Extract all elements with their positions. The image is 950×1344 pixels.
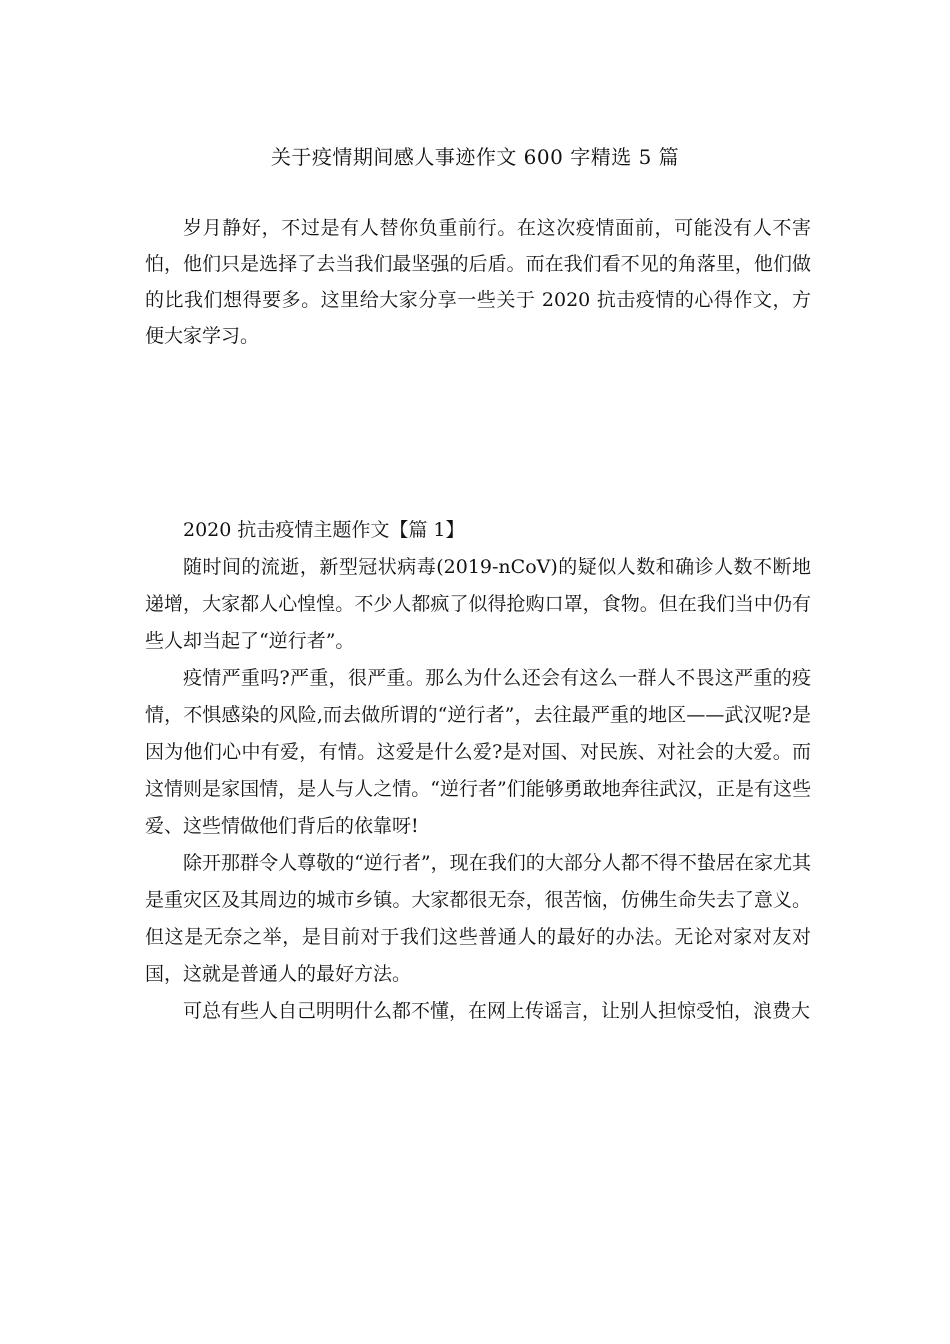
body-paragraph: 除开那群令人尊敬的“逆行者”，现在我们的大部分人都不得不蛰居在家尤其是重灾区及其周边的城市乡镇。大家都很无奈，很苦恼，仿佛生命失去了意义。但这是无奈之举，是目前对于我们这些普通人的最好的办法。无论对家对友对国，这就是普通人的最好方法。 bbox=[145, 852, 811, 985]
body-paragraph: 可总有些人自己明明什么都不懂，在网上传谣言，让别人担惊受怕，浪费大 bbox=[183, 1000, 811, 1022]
intro-paragraph: 岁月静好，不过是有人替你负重前行。在这次疫情面前，可能没有人不害怕，他们只是选择了去当我们最坚强的后盾。而在我们看不见的角落里，他们做的比我们想得要多。这里给大家分享一些关于 2020 抗击疫情的心得作文，方便大家学习。 bbox=[145, 217, 811, 347]
intro-section bbox=[145, 210, 811, 354]
body-paragraph: 疫情严重吗?严重，很严重。那么为什么还会有这么一群人不畏这严重的疫情，不惧感染的风险,而去做所谓的“逆行者”，去往最严重的地区——武汉呢?是因为他们心中有爱，有情。这爱是什么爱?是对国、对民族、对社会的大爱。而这情则是家国情，是人与人之情。“逆行者”们能够勇敢地奔往武汉，正是有这些爱、这些情做他们背后的依靠呀! bbox=[145, 667, 811, 837]
article-section bbox=[145, 512, 811, 1030]
body-paragraph: 随时间的流逝，新型冠状病毒(2019-nCoV)的疑似人数和确诊人数不断地递增，大家都人心惶惶。不少人都疯了似得抢购口罩，食物。但在我们当中仍有些人却当起了“逆行者”。 bbox=[145, 556, 811, 652]
section-heading: 2020 抗击疫情主题作文【篇 1】 bbox=[183, 519, 465, 541]
page-title: 关于疫情期间感人事迹作文 600 字精选 5 篇 bbox=[270, 145, 680, 169]
